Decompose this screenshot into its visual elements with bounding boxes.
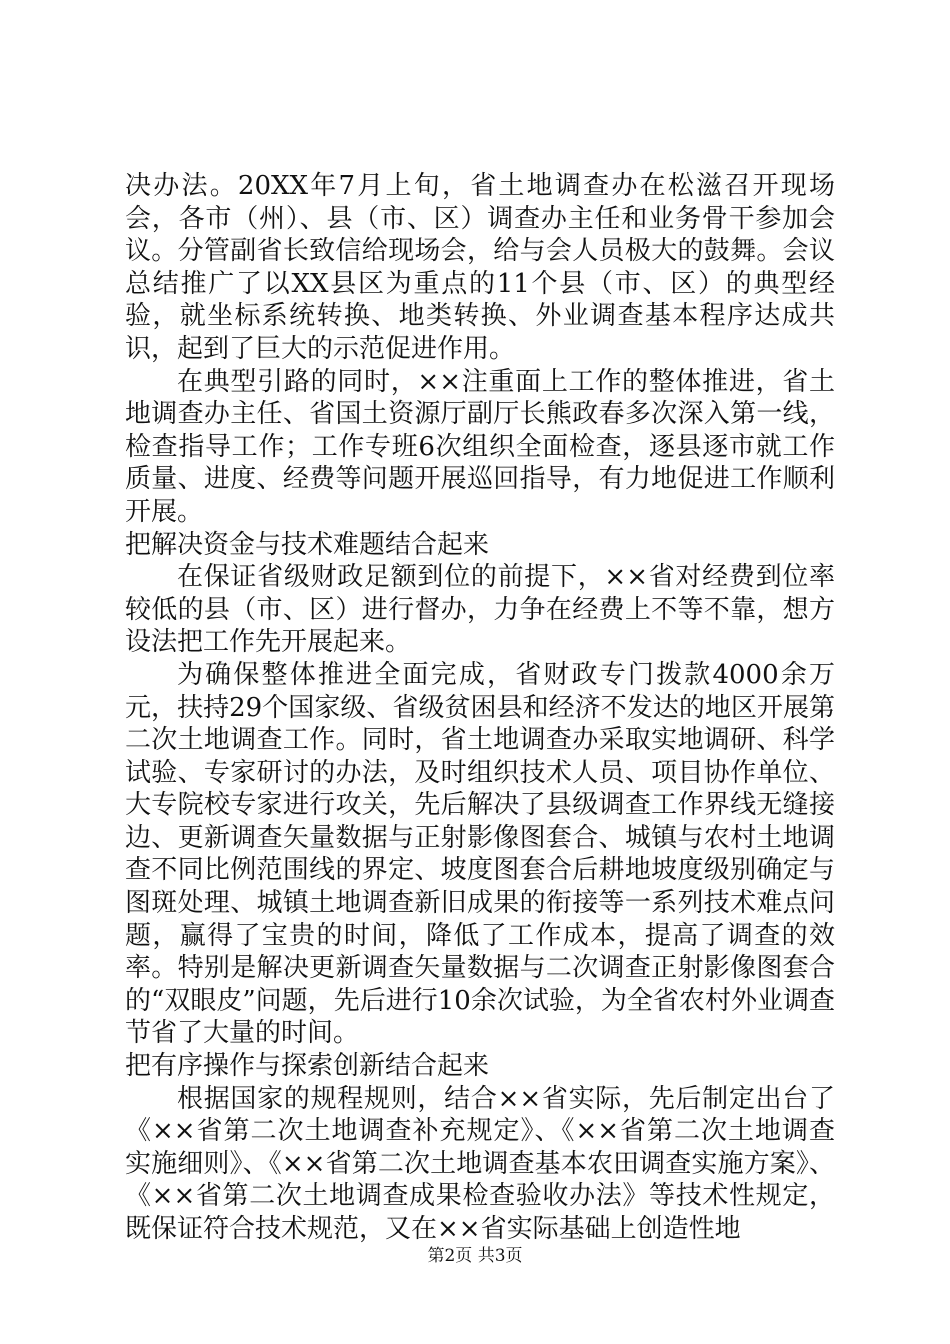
paragraph: 为确保整体推进全面完成，省财政专门拨款4000余万元，扶持29个国家级、省级贫困县和经济不发达的地区开展第二次土地调查工作。同时，省土地调查办采取实地调研、科学试验、专家研讨的办法，及时组织技术人员、项目协作单位、大专院校专家进行攻关，先后解决了县级调查工作界线无缝接边、更新调查矢量数据与正射影像图套合、城镇与农村土地调查不同比例范围线的界定、坡度图套合后耕地坡度级别确定与图斑处理、城镇土地调查新旧成果的衔接等一系列技术难点问题，赢得了宝贵的时间，降低了工作成本，提高了调查的效率。特别是解决更新调查矢量数据与二次调查正射影像图套合的“双眼皮”问题，先后进行10余次试验，为全省农村外业调查节省了大量的时间。 [125,659,835,1049]
section-heading: 把解决资金与技术难题结合起来 [125,529,490,560]
section-heading: 把有序操作与探索创新结合起来 [125,1051,490,1082]
paragraph: 决办法。20XX年7月上旬，省土地调查办在松滋召开现场会，各市（州）、县（市、区）调查办主任和业务骨干参加会议。分管副省长致信给现场会，给与会人员极大的鼓舞。会议总结推广了以XX县区为重点的11个县（市、区）的典型经验，就坐标系统转换、地类转换、外业调查基本程序达成共识，起到了巨大的示范促进作用。 [125,171,835,364]
document-body [125,170,835,1246]
page-number-footer: 第2页 共3页 [427,1246,523,1266]
paragraph: 根据国家的规程规则，结合××省实际，先后制定出台了《××省第二次土地调查补充规定》、《××省第二次土地调查实施细则》、《××省第二次土地调查基本农田调查实施方案》、《××省第二次土地调查成果检查验收办法》等技术性规定，既保证符合技术规范，又在××省实际基础上创造性地 [125,1083,835,1244]
paragraph: 在保证省级财政足额到位的前提下，××省对经费到位率较低的县（市、区）进行督办，力争在经费上不等不靠，想方设法把工作先开展起来。 [125,562,835,658]
paragraph: 在典型引路的同时，××注重面上工作的整体推进，省土地调查办主任、省国土资源厅副厅长熊政春多次深入第一线，检查指导工作；工作专班6次组织全面检查，逐县逐市就工作质量、进度、经费等问题开展巡回指导，有力地促进工作顺利开展。 [125,366,835,527]
